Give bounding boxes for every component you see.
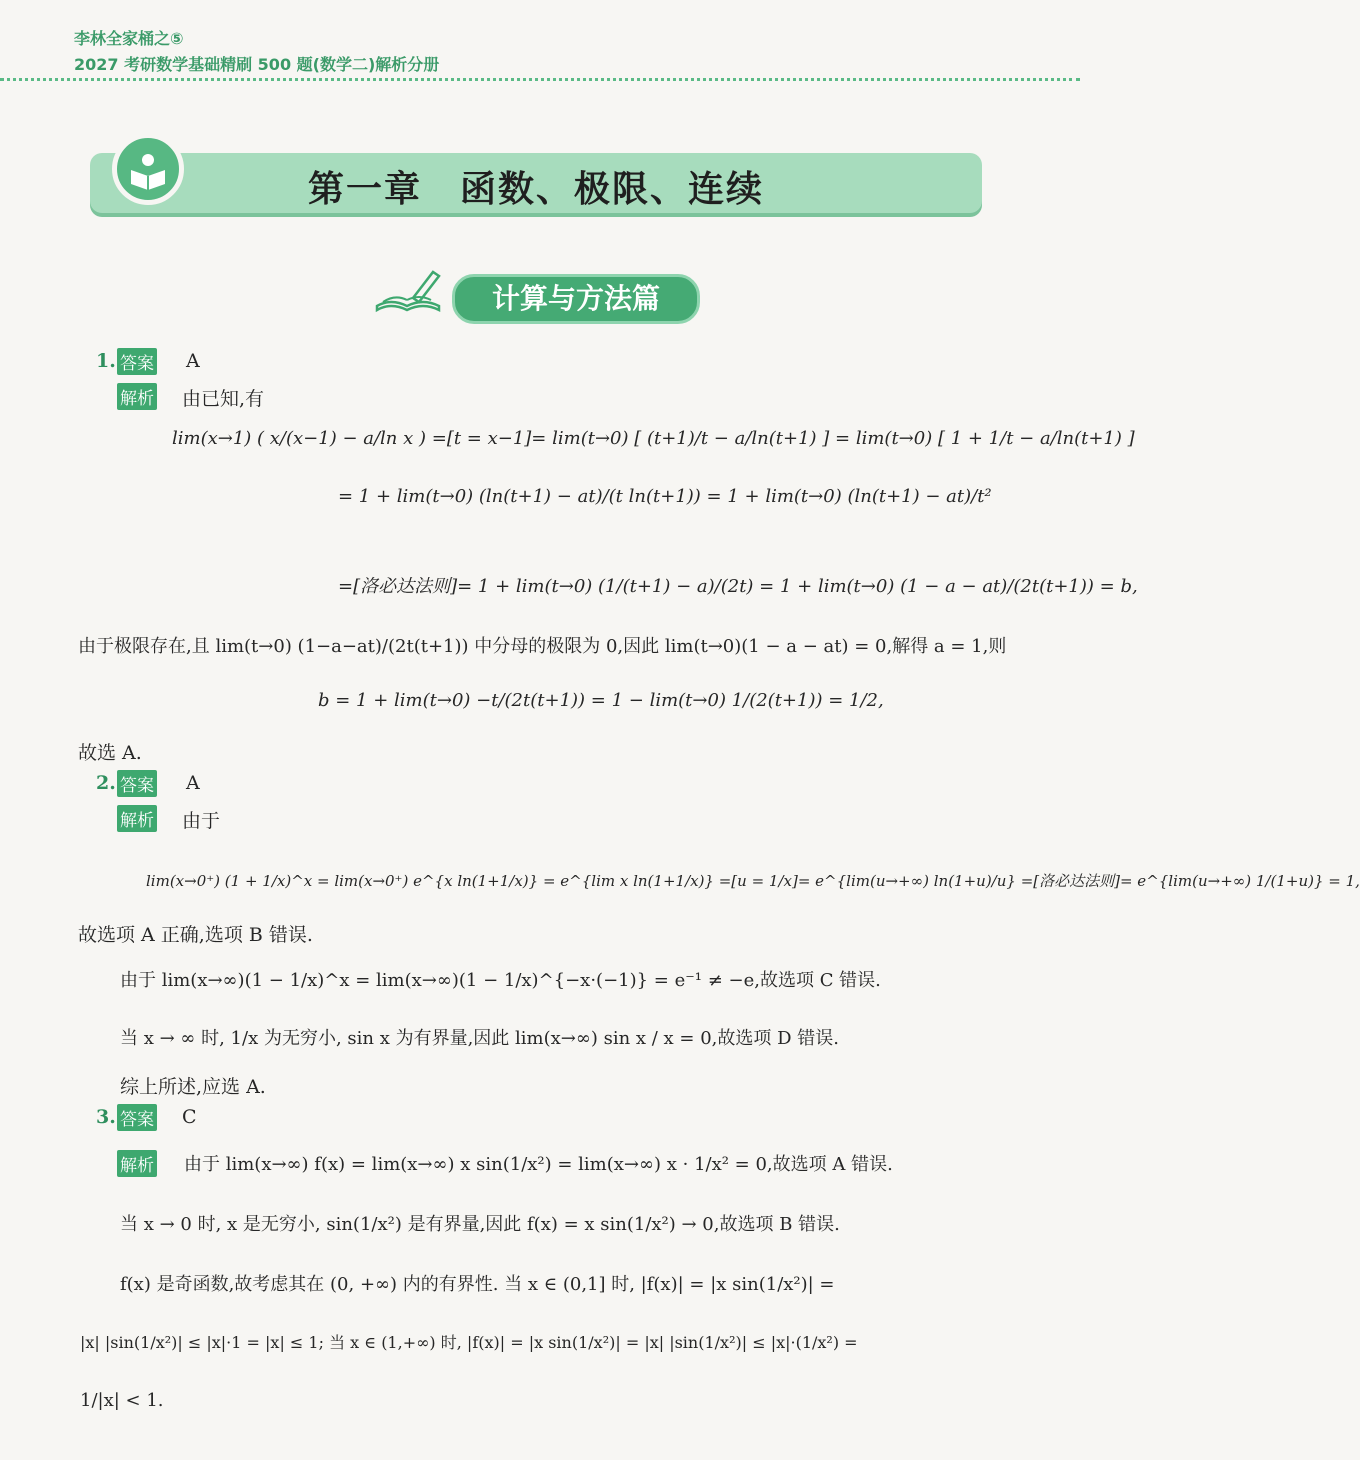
formula-text: 由于极限存在,且 lim(t→0) (1−a−at)/(2t(t+1)) 中分母的极限为 0,因此 lim(t→0)(1 − a − at) = 0,解得 a = 1,则 xyxy=(78,636,1007,657)
question-number: 2. xyxy=(96,772,116,794)
question-number: 3. xyxy=(96,1106,116,1128)
section-title-pill xyxy=(452,274,700,324)
book-pencil-icon xyxy=(373,268,443,320)
formula-text: |x| |sin(1/x²)| ≤ |x|·1 = |x| ≤ 1; 当 x ∈ (1,+∞) 时, |f(x)| = |x sin(1/x²)| = |x| |sin(1/x²)| ≤ |x|·(1/x²) = xyxy=(80,1333,858,1352)
header-divider xyxy=(0,78,1080,81)
conclusion: 综上所述,应选 A. xyxy=(120,1076,266,1098)
question-number: 1. xyxy=(96,350,116,372)
formula-line: =[洛必达法则]= 1 + lim(t→0) (1/(t+1) − a)/(2t) = 1 + lim(t→0) (1 − a − at)/(2t(t+1)) = b, xyxy=(338,576,1138,597)
answer-value: C xyxy=(182,1106,197,1128)
analysis-intro: 由于 xyxy=(182,810,221,832)
book-title: 2027 考研数学基础精刷 500 题(数学二)解析分册 xyxy=(74,55,440,74)
analysis-tag: 解析 xyxy=(117,383,157,410)
answer-tag: 答案 xyxy=(117,770,157,797)
formula-text: f(x) 是奇函数,故考虑其在 (0, +∞) 内的有界性. 当 x ∈ (0,1] 时, |f(x)| = |x sin(1/x²)| = xyxy=(120,1274,835,1295)
formula-text: 由于 lim(x→∞)(1 − 1/x)^x = lim(x→∞)(1 − 1/x)^{−x·(−1)} = e⁻¹ ≠ −e,故选项 C 错误. xyxy=(120,970,881,991)
formula-line: lim(x→1) ( x/(x−1) − a/ln x ) =[t = x−1]= lim(t→0) [ (t+1)/t − a/ln(t+1) ] = lim(t→0) [ 1 + 1/t − a/ln(t+1) ] xyxy=(172,428,1135,449)
formula-line: = 1 + lim(t→0) (ln(t+1) − at)/(t ln(t+1)) = 1 + lim(t→0) (ln(t+1) − at)/t² xyxy=(338,486,992,507)
formula-line: lim(x→0⁺) (1 + 1/x)^x = lim(x→0⁺) e^{x ln(1+1/x)} = e^{lim x ln(1+1/x)} =[u = 1/x]= e^{lim(u→+∞) ln(1+u)/u} =[洛必达法则]= e^{lim(u→+∞) 1/(1+u)} = 1, xyxy=(146,872,1360,890)
chapter-banner xyxy=(90,153,982,213)
formula-text: 故选项 A 正确,选项 B 错误. xyxy=(78,924,313,946)
section-title: 计算与方法篇 xyxy=(491,282,660,315)
answer-tag: 答案 xyxy=(117,348,157,375)
formula-text: 当 x → 0 时, x 是无穷小, sin(1/x²) 是有界量,因此 f(x) = x sin(1/x²) → 0,故选项 B 错误. xyxy=(120,1214,840,1235)
conclusion: 故选 A. xyxy=(78,742,142,764)
analysis-tag: 解析 xyxy=(117,1150,157,1177)
answer-value: A xyxy=(186,350,200,372)
formula-text: 1/|x| < 1. xyxy=(80,1390,164,1411)
answer-tag: 答案 xyxy=(117,1104,157,1131)
answer-value: A xyxy=(186,772,200,794)
formula-line: b = 1 + lim(t→0) −t/(2t(t+1)) = 1 − lim(t→0) 1/(2(t+1)) = 1/2, xyxy=(318,690,884,711)
formula-text: 由于 lim(x→∞) f(x) = lim(x→∞) x sin(1/x²) = lim(x→∞) x · 1/x² = 0,故选项 A 错误. xyxy=(184,1154,893,1175)
analysis-intro: 由已知,有 xyxy=(182,388,265,410)
formula-text: 当 x → ∞ 时, 1/x 为无穷小, sin x 为有界量,因此 lim(x→∞) sin x / x = 0,故选项 D 错误. xyxy=(120,1028,840,1049)
series-title: 李林全家桶之⑤ xyxy=(74,29,184,48)
chapter-title: 第一章 函数、极限、连续 xyxy=(307,169,764,210)
analysis-tag: 解析 xyxy=(117,805,157,832)
open-book-icon xyxy=(112,133,184,205)
